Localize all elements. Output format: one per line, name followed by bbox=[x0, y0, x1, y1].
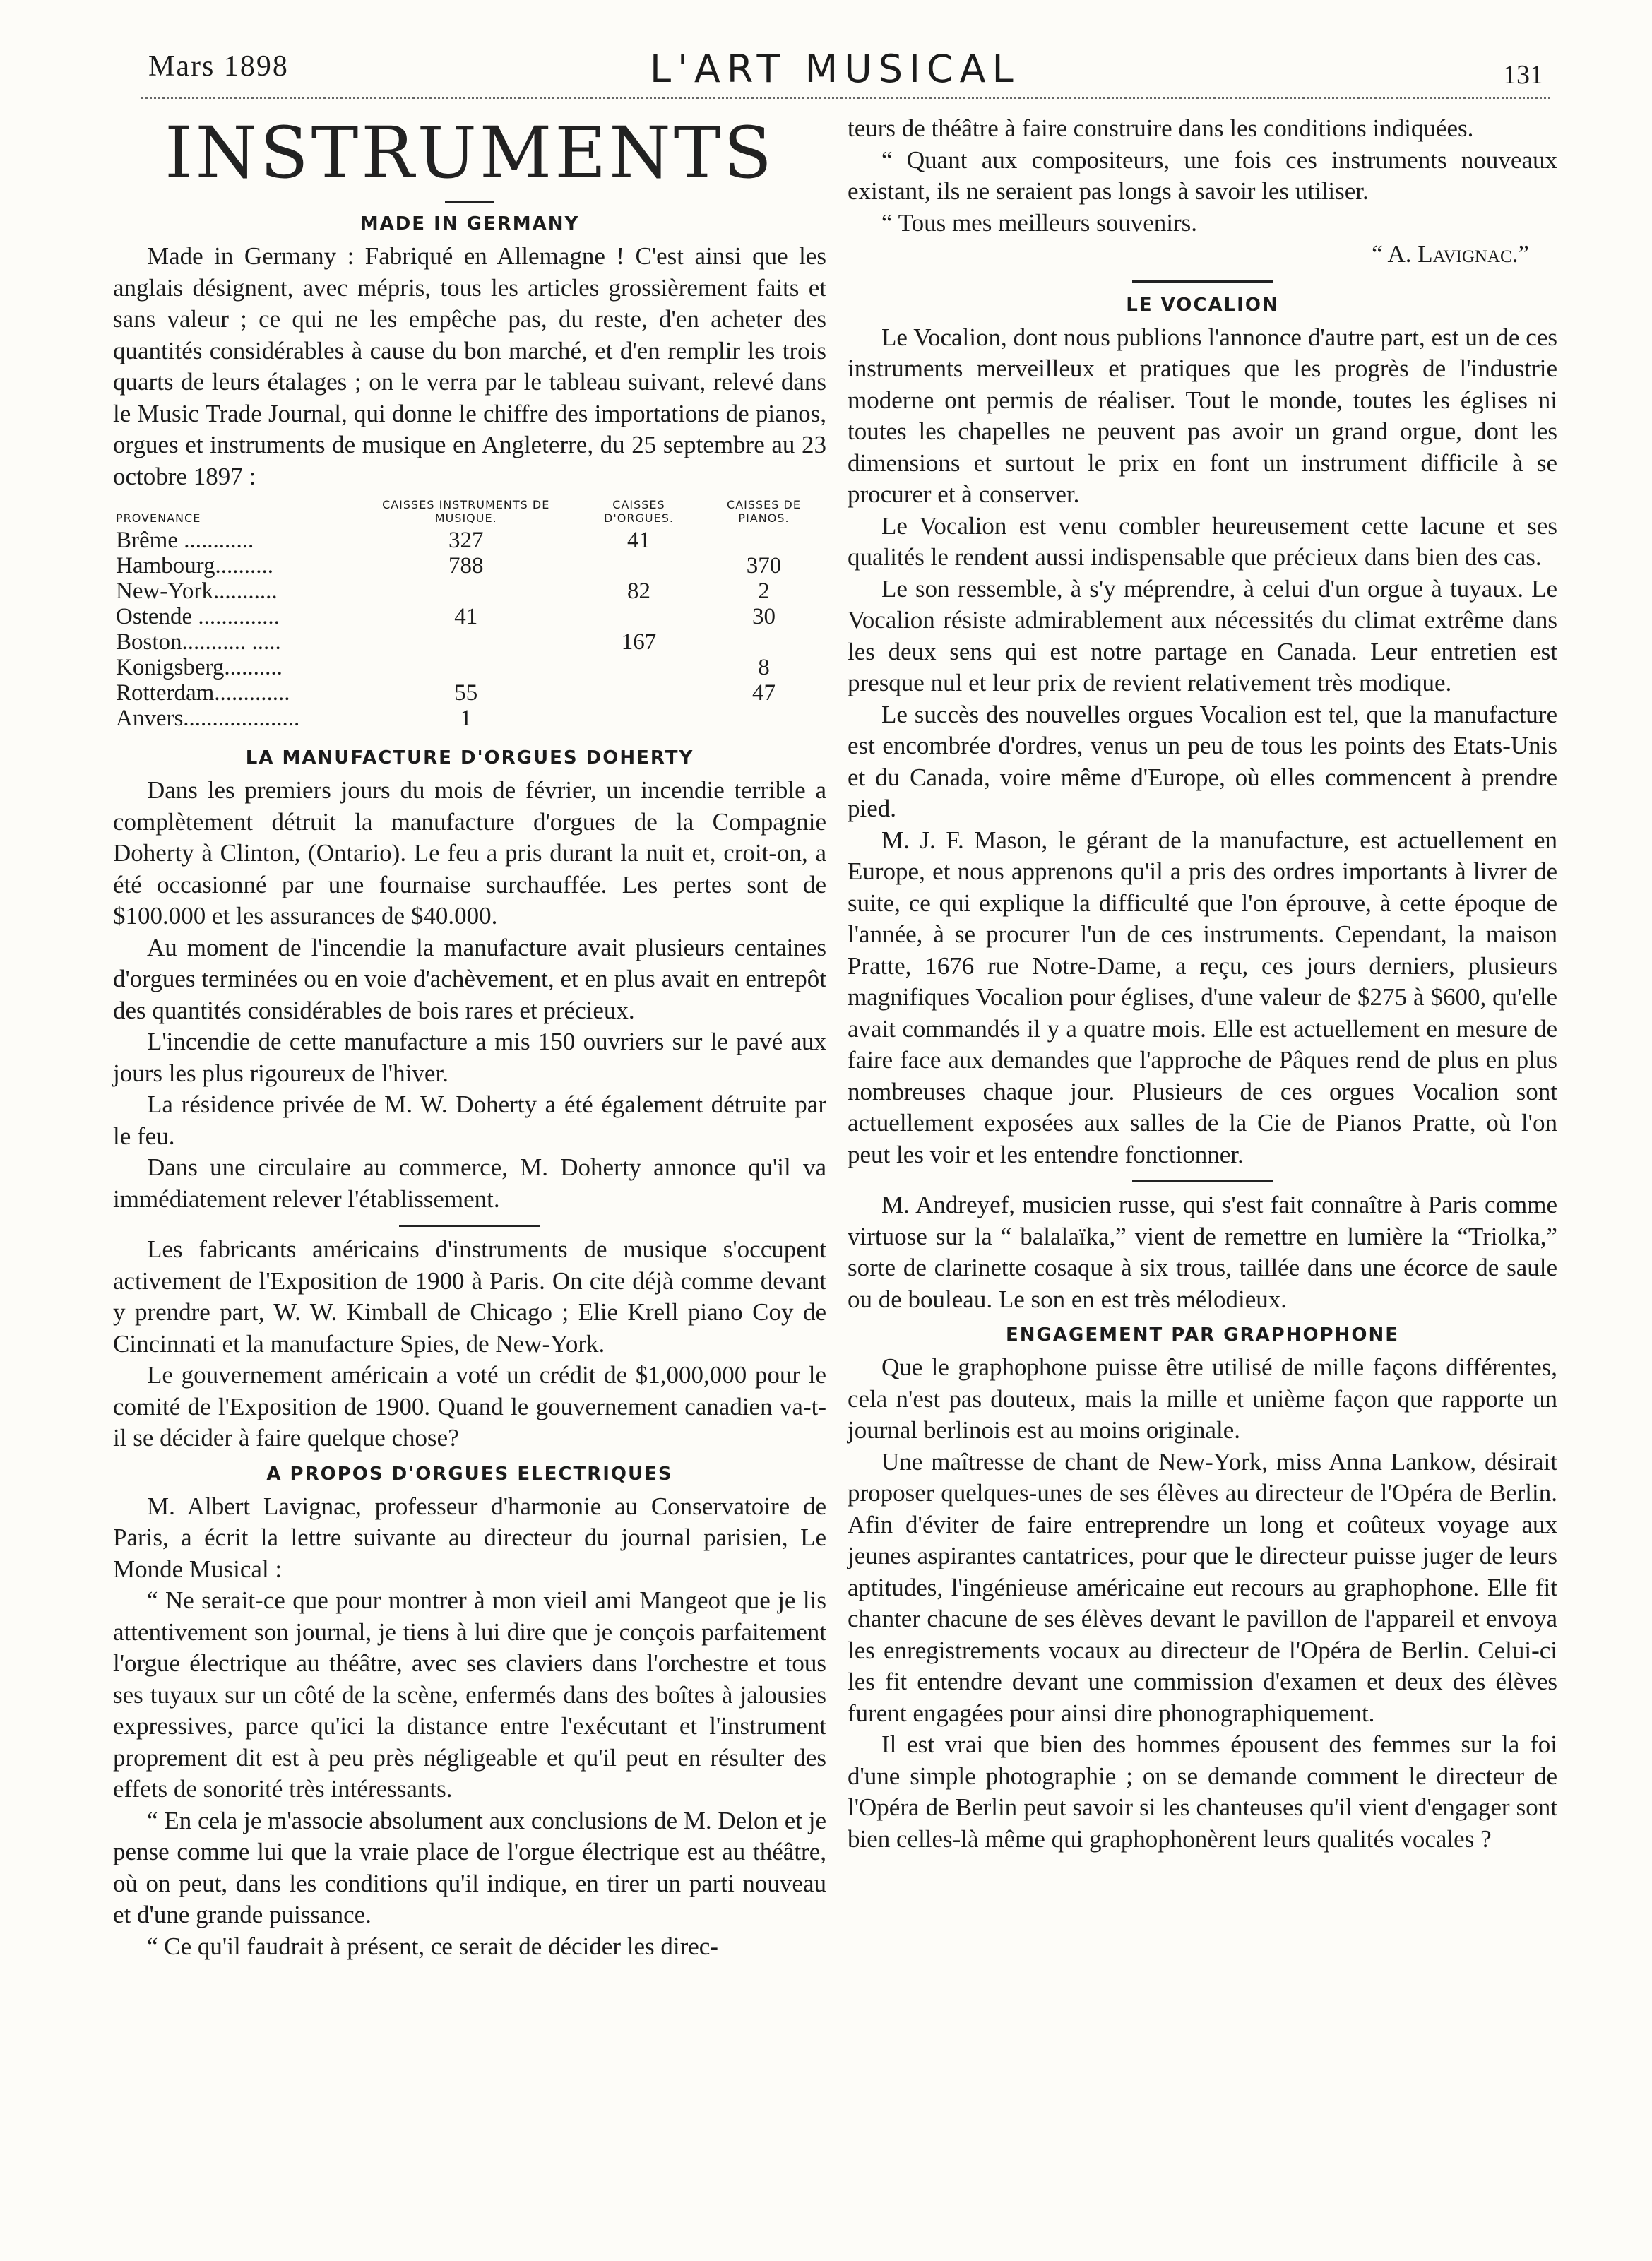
table-row bbox=[113, 604, 826, 629]
article-heading-graphophone: ENGAGEMENT PAR GRAPHOPHONE bbox=[1006, 1324, 1399, 1346]
paragraph: Dans une circulaire au commerce, M. Doherty annonce qu'il va immédiatement relever l'établissement. bbox=[113, 1153, 826, 1213]
paragraph: Les fabricants américains d'instruments de musique s'occupent activement de l'Exposition de 1900 à Paris. On cite déjà comme devant y prendre part, W. W. Kimball de Chicago ; Elie Krell piano Coy de Cincinnati et la manufacture Spies, de New-York. bbox=[113, 1235, 826, 1358]
column-header: CAISSES DE PIANOS. bbox=[727, 498, 801, 525]
table-cell bbox=[576, 655, 701, 680]
paragraph: teurs de théâtre à faire construire dans les conditions indiquées. bbox=[848, 114, 1474, 142]
issue-date: Mars 1898 bbox=[148, 50, 289, 83]
table-cell bbox=[576, 553, 701, 578]
letter-signature: “ A. Lavignac.” bbox=[1372, 240, 1529, 268]
article-heading-doherty: LA MANUFACTURE D'ORGUES DOHERTY bbox=[245, 747, 694, 768]
article-heading-vocalion: LE VOCALION bbox=[1126, 294, 1279, 316]
divider bbox=[399, 1225, 540, 1227]
paragraph: Il est vrai que bien des hommes épousent des femmes sur la foi d'une simple photographie ; on se demande comment le directeur de l'Opéra de Berlin peut savoir si les chanteuses qu'il vient d'engager sont bien celles-là même qui graphophonèrent leurs qualités vocales ? bbox=[848, 1731, 1557, 1853]
paragraph: M. J. F. Mason, le gérant de la manufacture, est actuellement en Europe, et nous apprenons qu'il a pris des ordres importants à livrer de suite, ce qui explique la difficulté que l'on éprouve, à cette époque de l'année, à se procurer l'un de ces instruments. Cependant, la maison Pratte, 1676 rue Notre-Dame, a reçu, ces jours derniers, plusieurs magnifiques Vocalion pour églises, d'une valeur de $275 à $600, qu'elle avait commandés il y a quatre mois. Elle est actuellement en mesure de faire face aux demandes que l'approche de Pâques rend de plus en plus nombreuses chaque jour. Plusieurs de ces orgues Vocalion sont actuellement exposées aux salles de la Cie de Pianos Pratte, où l'on peut les voir et les entendre fonctionner. bbox=[848, 826, 1557, 1168]
page-number: 131 bbox=[1503, 60, 1543, 90]
table-cell: 1 bbox=[460, 706, 472, 731]
table-cell bbox=[355, 655, 576, 680]
paragraph: La résidence privée de M. W. Doherty a été également détruite par le feu. bbox=[113, 1091, 826, 1150]
paragraph: M. Albert Lavignac, professeur d'harmonie au Conservatoire de Paris, a écrit la lettre suivante au directeur du journal parisien, Le Monde Musical : bbox=[113, 1492, 826, 1583]
paragraph: Le succès des nouvelles orgues Vocalion est tel, que la manufacture est encombrée d'ordres, venus un peu de tous les points des Etats-Unis et du Canada, voire même d'Europe, où elles commencent à prendre pied. bbox=[848, 700, 1557, 822]
paragraph: Au moment de l'incendie la manufacture avait plusieurs centaines d'orgues terminées ou en voie d'achèvement, et en plus avait en entrepôt des quantités considérables de bois rares et précieux. bbox=[113, 933, 826, 1024]
table-cell bbox=[576, 604, 701, 629]
right-column bbox=[848, 113, 1557, 1855]
header-rule bbox=[141, 97, 1550, 99]
page-header bbox=[141, 44, 1550, 107]
table-cell: Anvers.................... bbox=[116, 706, 300, 731]
section-title: INSTRUMENTS bbox=[165, 112, 775, 194]
table-cell: 8 bbox=[758, 655, 770, 680]
divider bbox=[1132, 1180, 1273, 1182]
paragraph: L'incendie de cette manufacture a mis 150 ouvriers sur le pavé aux jours les plus rigoureux de l'hiver. bbox=[113, 1028, 826, 1087]
table-cell: 55 bbox=[454, 680, 478, 706]
table-row bbox=[113, 578, 826, 604]
paragraph: “ En cela je m'associe absolument aux conclusions de M. Delon et je pense comme lui que la vraie place de l'orgue électrique est au théâtre, où on peut, dans les conditions qu'il indique, en tirer un parti nouveau et d'une grande puissance. bbox=[113, 1806, 826, 1928]
divider bbox=[1132, 280, 1273, 283]
table-row bbox=[113, 629, 826, 655]
table-cell: 30 bbox=[751, 604, 776, 629]
column-header: CAISSES D'ORGUES. bbox=[604, 498, 674, 525]
table-cell: 2 bbox=[758, 578, 770, 604]
table-cell: Brême ............ bbox=[116, 528, 254, 553]
column-header: CAISSES INSTRUMENTS DE MUSIQUE. bbox=[382, 498, 550, 525]
article-heading-orgues-electriques: A PROPOS D'ORGUES ELECTRIQUES bbox=[266, 1463, 673, 1485]
divider bbox=[445, 201, 494, 203]
imports-table bbox=[113, 498, 826, 731]
table-cell: 82 bbox=[627, 578, 650, 604]
paragraph: “ Ce qu'il faudrait à présent, ce serait de décider les direc- bbox=[147, 1932, 718, 1960]
table-cell: Ostende .............. bbox=[116, 604, 280, 629]
table-cell: 370 bbox=[746, 553, 782, 578]
paragraph: Le son ressemble, à s'y méprendre, à celui d'un orgue à tuyaux. Le Vocalion résiste admirablement aux nécessités du climat extrême dans les deux sens qui est notre partage en Canada. Leur entretien est presque nul et leur prix de revient relativement très modique. bbox=[848, 574, 1557, 696]
journal-title: L'ART MUSICAL bbox=[650, 47, 1020, 91]
table-row bbox=[113, 528, 826, 553]
table-cell: New-York........... bbox=[116, 578, 278, 604]
paragraph: Le Vocalion, dont nous publions l'annonce d'autre part, est un de ces instruments merveilleux et pratiques que les progrès de l'industrie moderne ont permis de réaliser. Tout le monde, toutes les églises ni toutes les chapelles ne peuvent pas avoir un grand orgue, dont les dimensions et surtout le prix en font un instrument difficile à se procurer et à conserver. bbox=[848, 323, 1557, 508]
table-cell bbox=[355, 578, 576, 604]
table-cell: 788 bbox=[448, 553, 484, 578]
table-cell bbox=[355, 629, 576, 655]
table-cell bbox=[576, 706, 701, 731]
table-cell: 41 bbox=[627, 528, 650, 553]
table-row bbox=[113, 655, 826, 680]
paragraph: Le gouvernement américain a voté un crédit de $1,000,000 pour le comité de l'Exposition de 1900. Quand le gouvernement canadien va-t-il se décider à faire quelque chose? bbox=[113, 1361, 826, 1452]
paragraph: “ Ne serait-ce que pour montrer à mon vieil ami Mangeot que je lis attentivement son journal, je tiens à lui dire que je conçois parfaitement l'orgue électrique au théâtre, avec ses claviers dans l'orchestre et tous ses tuyaux sur un côté de la scène, enfermés dans des boîtes à jalousies expressives, parce qu'ici la distance entre l'exécutant et l'instrument proprement dit est à peu près négligeable et qu'il peut en résulter des effets de sonorité très intéressants. bbox=[113, 1586, 826, 1803]
paragraph: Dans les premiers jours du mois de février, un incendie terrible a complètement détruit la manufacture d'orgues de la Compagnie Doherty à Clinton, (Ontario). Le feu a pris durant la nuit et, croit-on, a été occasionné par une fournaise surchauffée. Les pertes sont de $100.000 et les assurances de $40.000. bbox=[113, 776, 826, 930]
left-column bbox=[113, 113, 826, 1962]
article-heading-made-in-germany: MADE IN GERMANY bbox=[359, 213, 580, 235]
table-cell: Konigsberg.......... bbox=[116, 655, 283, 680]
table-cell: 41 bbox=[454, 604, 478, 629]
table-cell: 47 bbox=[751, 680, 776, 706]
table-row bbox=[113, 553, 826, 578]
table-cell: Boston........... ..... bbox=[116, 629, 281, 655]
table-row bbox=[113, 680, 826, 706]
table-row bbox=[113, 706, 826, 731]
paragraph: Made in Germany : Fabriqué en Allemagne ! C'est ainsi que les anglais désignent, avec mépris, tous les articles grossièrement faits et sans valeur ; ce qui ne les empêche pas, du reste, d'en acheter des quantités considérables à cause du bon marché, et d'en remplir les trois quarts de leurs étalages ; on le verra par le tableau suivant, relevé dans le Music Trade Journal, qui donne le chiffre des importations de pianos, orgues et instruments de musique en Angleterre, du 25 septembre au 23 octobre 1897 : bbox=[113, 242, 826, 490]
table-cell: Hambourg.......... bbox=[116, 553, 274, 578]
paragraph: “ Tous mes meilleurs souvenirs. bbox=[881, 208, 1197, 237]
paragraph: Que le graphophone puisse être utilisé de mille façons différentes, cela n'est pas douteux, mais la mille et unième façon que rapporte un journal berlinois est au moins originale. bbox=[848, 1353, 1557, 1444]
table-cell bbox=[576, 680, 701, 706]
paragraph: Une maîtresse de chant de New-York, miss Anna Lankow, désirait proposer quelques-unes de ses élèves au directeur de l'Opéra de Berlin. Afin d'éviter de faire entreprendre un long et coûteux voyage aux jeunes aspirantes cantatrices, pour que le directeur puisse juger de leurs aptitudes, l'ingénieuse américaine eut recours au graphophone. Elle fit chanter chacune de ses élèves devant le pavillon de l'appareil et envoya les enregistrements vocaux au directeur de l'Opéra de Berlin. Celui-ci les fit entendre devant une commission d'examen et deux des élèves furent engagées pour ainsi dire phonographiquement. bbox=[848, 1447, 1557, 1727]
paragraph: M. Andreyef, musicien russe, qui s'est fait connaître à Paris comme virtuose sur la “ balalaïka,” vient de remettre en lumière la “Triolka,” sorte de clarinette cosaque à six trous, taillée dans une écorce de saule ou de bouleau. Le son en est très mélodieux. bbox=[848, 1191, 1557, 1313]
table-cell: 327 bbox=[448, 528, 484, 553]
table-cell: Rotterdam............. bbox=[116, 680, 290, 706]
table-header-row bbox=[113, 498, 826, 528]
paragraph: Le Vocalion est venu combler heureusement cette lacune et ses qualités le rendent aussi indispensable que précieux dans bien des cas. bbox=[848, 511, 1557, 571]
column-header: PROVENANCE bbox=[116, 511, 201, 525]
table-cell bbox=[701, 528, 826, 553]
paragraph: “ Quant aux compositeurs, une fois ces instruments nouveaux existant, ils ne seraient pas longs à savoir les utiliser. bbox=[848, 146, 1557, 205]
table-cell bbox=[701, 706, 826, 731]
table-cell: 167 bbox=[621, 629, 657, 655]
table-cell bbox=[701, 629, 826, 655]
